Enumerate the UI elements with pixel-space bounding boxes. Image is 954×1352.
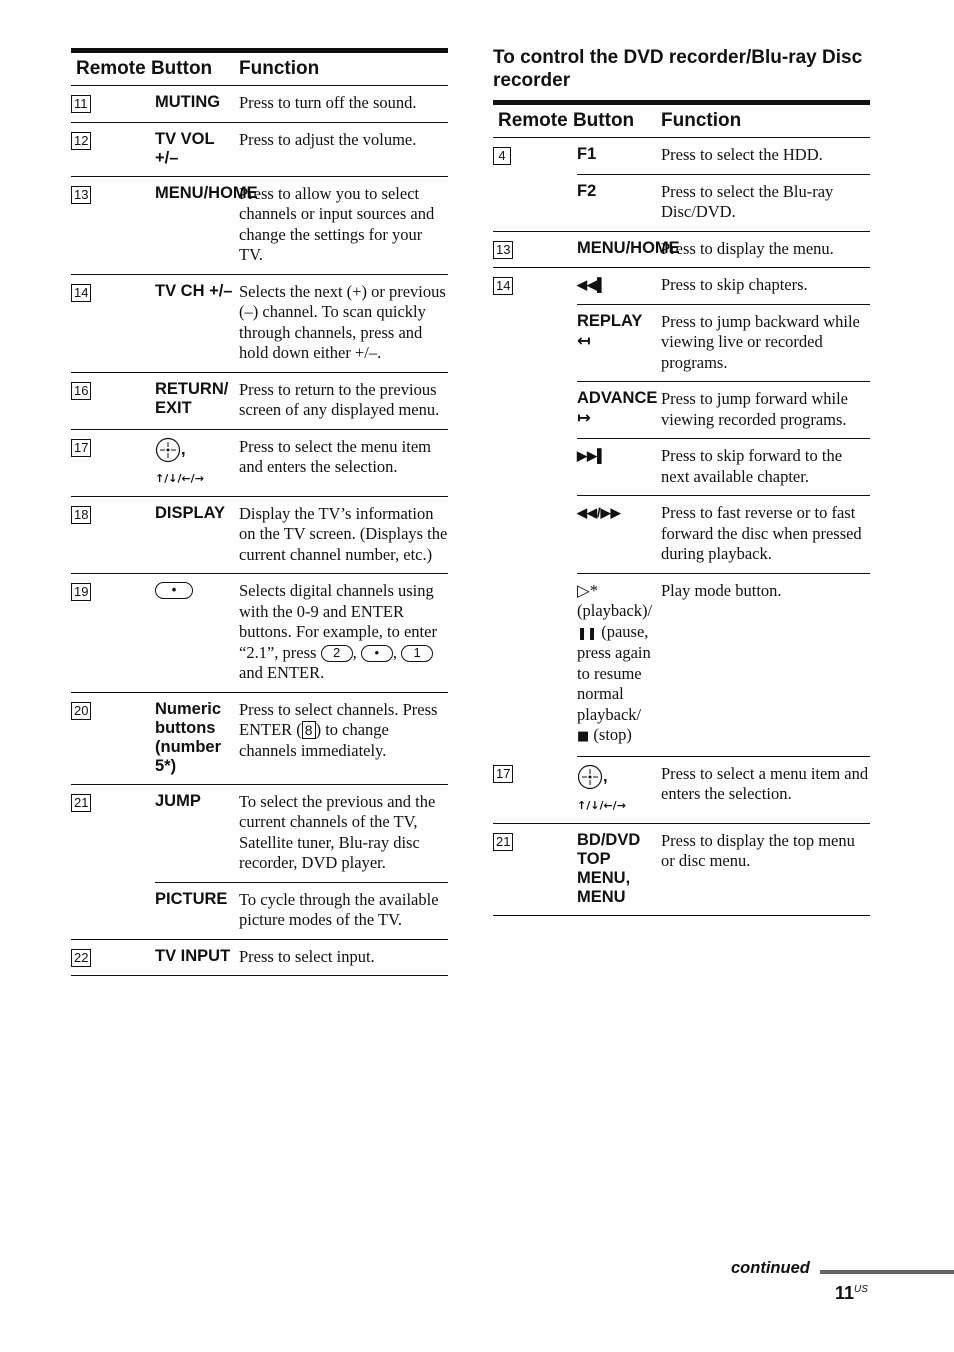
button-name: MENU/HOME	[577, 231, 661, 268]
play-mode-buttons	[577, 573, 661, 756]
button-text-part: (stop)	[589, 725, 632, 744]
table-row	[71, 274, 448, 372]
button-name: Numeric buttons (number 5*)	[155, 692, 239, 784]
header-remote-button: Remote Button	[71, 51, 239, 86]
jog-dial-icon	[577, 764, 603, 790]
table-row	[493, 268, 870, 305]
button-name: REPLAY	[577, 311, 643, 330]
comma: ,	[352, 642, 357, 662]
function-text: Press to select a menu item and enters the selection.	[661, 756, 870, 823]
function-text: Press to skip chapters.	[661, 268, 870, 305]
button-name: F2	[577, 174, 661, 231]
button-name: RETURN/ EXIT	[155, 372, 239, 429]
function-text: Press to fast reverse or to fast forward the disc when pressed during playback.	[661, 496, 870, 574]
button-text-part: * (playback)/	[577, 580, 653, 620]
play-icon: ▷	[577, 580, 590, 600]
item-number: 20	[71, 702, 91, 720]
function-text: Press to turn off the sound.	[239, 86, 448, 123]
function-text: Press to skip forward to the next available chapter.	[661, 439, 870, 496]
comma: ,	[181, 439, 186, 458]
table-row	[493, 174, 870, 231]
function-text: Press to display the top menu or disc menu.	[661, 823, 870, 915]
page-suffix: US	[854, 1284, 868, 1295]
table-row	[71, 372, 448, 429]
table-row	[71, 429, 448, 496]
table-row	[493, 496, 870, 574]
button-cell	[577, 304, 661, 382]
table-row	[71, 692, 448, 784]
function-text: Press to select the Blu-ray Disc/DVD.	[661, 174, 870, 231]
fast-reverse-forward-icon: ◀◀/▶▶	[577, 496, 661, 574]
function-text-part: Selects digital channels using with the 0-9 and ENTER buttons. For example, to enter “2.1”, press	[239, 581, 437, 662]
table-row	[493, 756, 870, 823]
function-text: Press to select the HDD.	[661, 138, 870, 175]
function-text-part: and ENTER.	[239, 663, 325, 682]
table-row	[71, 496, 448, 574]
jog-dial-icon	[155, 437, 181, 463]
table-row	[493, 304, 870, 382]
item-number: 13	[493, 241, 513, 259]
table-row	[71, 882, 448, 939]
function-text: Press to return to the previous screen of any displayed menu.	[239, 372, 448, 429]
function-text-part: Press to select channels. Press ENTER (	[239, 699, 438, 739]
function-text: To select the previous and the current channels of the TV, Satellite tuner, Blu-ray disc recorder, DVD player.	[239, 784, 448, 882]
table-row	[493, 823, 870, 915]
function-text: Press to select the menu item and enters the selection.	[239, 429, 448, 496]
function-text	[239, 574, 448, 693]
item-number: 4	[493, 147, 511, 165]
button-text-part: (pause, press again to resume normal playback/	[577, 621, 651, 724]
section-title: To control the DVD recorder/Blu-ray Disc recorder	[493, 47, 863, 91]
button-cell	[577, 382, 661, 439]
left-button-table	[71, 48, 448, 976]
button-cell	[155, 429, 239, 496]
function-text-part: ) to change channels immediately.	[239, 720, 389, 760]
item-number: 17	[71, 439, 91, 457]
function-text: Press to jump backward while viewing live or recorded programs.	[661, 304, 870, 382]
function-text: Play mode button.	[661, 573, 870, 756]
table-row	[71, 784, 448, 882]
table-row	[71, 939, 448, 976]
item-number: 14	[71, 284, 91, 302]
key-dot-icon: •	[361, 645, 393, 662]
header-function: Function	[661, 103, 870, 138]
item-number: 13	[71, 186, 91, 204]
key-1-icon: 1	[401, 645, 433, 662]
arrows-icon: ↑/↓/←/→	[577, 798, 626, 812]
item-number: 16	[71, 382, 91, 400]
function-text: Press to allow you to select channels or input sources and change the settings for your TV.	[239, 176, 448, 274]
button-name: F1	[577, 138, 661, 175]
button-name: TV VOL +/–	[155, 122, 239, 176]
header-remote-button: Remote Button	[493, 103, 661, 138]
table-row	[71, 574, 448, 693]
item-number: 18	[71, 506, 91, 524]
comma: ,	[603, 766, 608, 785]
key-2-icon: 2	[321, 645, 353, 662]
comma: ,	[392, 642, 397, 662]
function-text: Press to select input.	[239, 939, 448, 976]
table-row	[71, 122, 448, 176]
button-name: BD/DVD TOP MENU, MENU	[577, 823, 661, 915]
item-number: 22	[71, 949, 91, 967]
table-row	[71, 176, 448, 274]
dot-button-icon: •	[155, 582, 193, 599]
continued-label: continued	[731, 1259, 810, 1277]
arrows-icon: ↑/↓/←/→	[155, 471, 204, 485]
function-text: Press to jump forward while viewing recorded programs.	[661, 382, 870, 439]
button-name: DISPLAY	[155, 496, 239, 574]
button-name: MENU/HOME	[155, 176, 239, 274]
table-row	[493, 138, 870, 175]
header-function: Function	[239, 51, 448, 86]
table-row	[493, 382, 870, 439]
item-number: 14	[493, 277, 513, 295]
button-name: ADVANCE	[577, 389, 658, 407]
button-name: PICTURE	[155, 882, 239, 939]
stop-icon: ■	[577, 729, 590, 744]
replay-arrow-icon: ↤	[577, 330, 591, 350]
function-text: To cycle through the available picture modes of the TV.	[239, 882, 448, 939]
item-number: 11	[71, 95, 91, 113]
skip-forward-icon: ▶▶▌	[577, 439, 661, 496]
pause-icon: ❚❚	[577, 625, 598, 640]
item-number: 17	[493, 765, 513, 783]
button-cell	[577, 756, 661, 823]
table-row	[71, 86, 448, 123]
function-text: Press to display the menu.	[661, 231, 870, 268]
item-number: 21	[493, 833, 513, 851]
remote-button-table	[71, 48, 448, 976]
table-row	[493, 231, 870, 268]
page-number	[835, 1283, 868, 1304]
function-text	[239, 692, 448, 784]
page-number-value: 11	[835, 1283, 855, 1303]
advance-arrow-icon: ↦	[577, 408, 591, 427]
ref-number-8: 8	[302, 721, 316, 739]
item-number: 19	[71, 583, 91, 601]
right-section	[493, 46, 870, 916]
dvd-button-table	[493, 100, 870, 916]
function-text: Press to adjust the volume.	[239, 122, 448, 176]
table-row	[493, 573, 870, 756]
button-name: MUTING	[155, 86, 239, 123]
function-text: Display the TV’s information on the TV screen. (Displays the current channel number, etc.)	[239, 496, 448, 574]
button-name: JUMP	[155, 784, 239, 882]
function-text: Selects the next (+) or previous (–) channel. To scan quickly through channels, press and hold down either +/–.	[239, 274, 448, 372]
item-number: 12	[71, 132, 91, 150]
button-name: TV INPUT	[155, 939, 239, 976]
button-name: TV CH +/–	[155, 274, 239, 372]
item-number: 21	[71, 794, 91, 812]
table-row	[493, 439, 870, 496]
continued-rule	[820, 1270, 954, 1274]
skip-back-icon: ◀◀▌	[577, 268, 661, 305]
